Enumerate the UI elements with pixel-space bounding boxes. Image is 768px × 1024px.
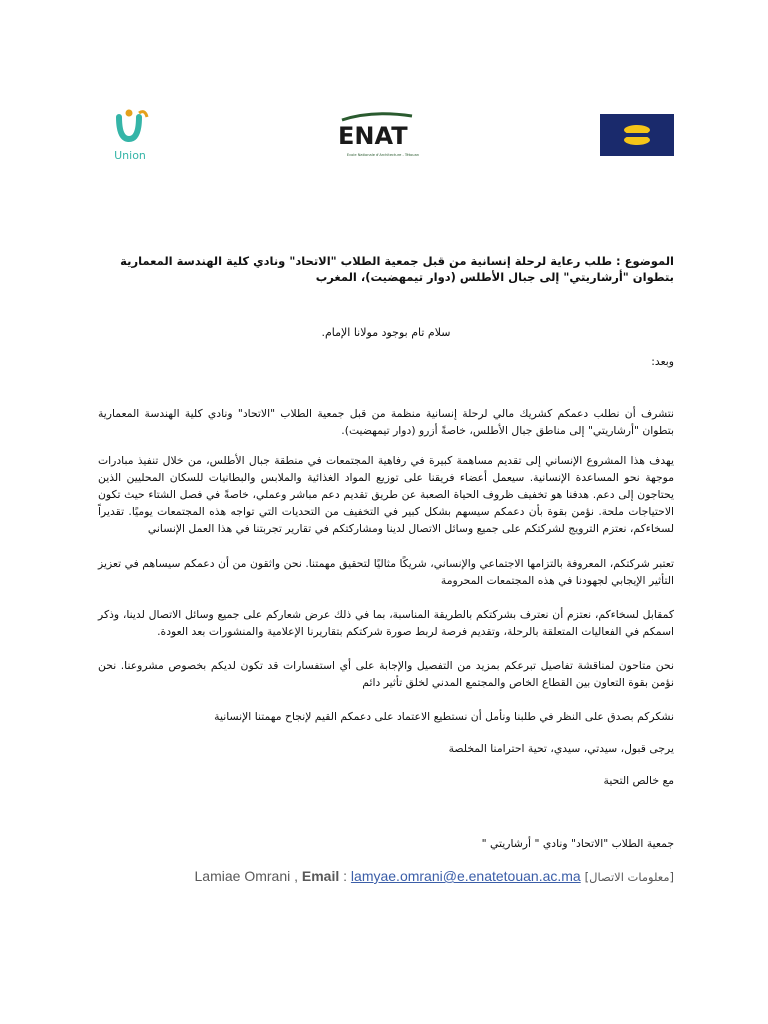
email-link[interactable]: lamyae.omrani@e.enatetouan.ac.ma [350, 868, 581, 884]
email-label: Email [301, 868, 340, 884]
union-logo [105, 107, 155, 163]
salutation: وبعد: [651, 355, 674, 368]
enat-logo-text: ENAT [338, 122, 408, 150]
closing-greeting: مع خالص التحية [603, 774, 674, 787]
contact-info-label: [معلومات الاتصال] [584, 870, 674, 884]
body-paragraph: نتشرف أن نطلب دعمكم كشريك مالي لرحلة إنسانية منظمة من قبل جمعية الطلاب "الاتحاد" ونادي كلية الهندسة المعمارية بتطوان "أرشاريتي" إلى مناطق جبال الأطلس، خاصةً أزرو (دوار تيمهضيت). [98, 407, 674, 437]
body-paragraph: كمقابل لسخاءكم، نعتزم أن نعترف بشركتكم بالطريقة المناسبة، بما في ذلك عرض شعاركم على جميع وسائل الاتصال لدينا، وذكر اسمكم في الفعاليات المتعلقة بالرحلة، وتقديم فرصة لربط صورة شركتكم بتقاريرنا الإعلامية والمنشورات بعد العودة. [98, 608, 674, 638]
signature-organization: جمعية الطلاب "الاتحاد" ونادي " أرشاريتي " [481, 837, 674, 850]
flag-emblem [600, 114, 674, 156]
closing-formula: يرجى قبول، سيدتي، سيدي، تحية احترامنا المخلصة [448, 742, 674, 755]
union-logo-text: Union [114, 149, 146, 162]
contact-line [190, 868, 674, 884]
body-paragraph: نشكركم بصدق على النظر في طلبنا ونأمل أن نستطيع الاعتماد على دعمكم القيم لإنجاح مهمتنا الإنسانية [214, 710, 674, 723]
body-paragraph: نحن متاحون لمناقشة تفاصيل تبرعكم بمزيد من التفصيل والإجابة على أي استفسارات قد تكون لديكم بخصوص مشروعنا. نحن نؤمن بقوة التعاون بين القطاع الخاص والمجتمع المدني لخلق تأثير دائم [98, 659, 674, 689]
enat-logo [334, 112, 432, 160]
subject-line: الموضوع : طلب رعاية لرحلة إنسانية من قبل جمعية الطلاب "الاتحاد" ونادي كلية الهندسة المعمارية بتطوان "أرشاريتي" إلى جبال الأطلس (دوار تيمهضيت)، المغرب [120, 254, 674, 284]
enat-logo-subtitle: Ecole Nationale d'Architecture - Tétouan [346, 153, 420, 157]
contact-name: Lamiae Omrani , [194, 868, 298, 884]
email-separator: : [339, 868, 351, 884]
body-paragraph: تعتبر شركتكم، المعروفة بالتزامها الاجتماعي والإنساني، شريكًا مثاليًا لتحقيق مهمتنا. نحن واثقون من أن دعمكم سيساهم في تعزيز التأثير الإيجابي لجهودنا في هذه المجتمعات المحرومة [98, 557, 674, 587]
greeting: سلام تام بوجود مولانا الإمام. [321, 326, 451, 339]
body-paragraph: يهدف هذا المشروع الإنساني إلى تقديم مساهمة كبيرة في رفاهية المجتمعات في منطقة جبال الأطلس، من خلال تنفيذ مبادرات موجهة نحو المساعدة الإنسانية. سيعمل أعضاء فريقنا على توزيع المواد الغذائية والملابس والبطانيات للسكان المحليين الذين يحتاجون إلى دعم. هدفنا هو تخفيف ظروف الحياة الصعبة عن طريق تقديم دعم مباشر وعملي، خاصةً في فصل الشتاء حيث تكون الاحتياجات ملحة. نؤمن بقوة بأن دعمكم سيسهم بشكل كبير في التخفيف من التحديات التي تواجه هذه المجتمعات يوميًا. تقديراً لسخاءكم، نعتزم الترويج لشركتكم على جميع وسائل الاتصال لدينا ومشاركتكم في تقارير تجربتنا في هذا العمل الإنساني [98, 454, 674, 535]
